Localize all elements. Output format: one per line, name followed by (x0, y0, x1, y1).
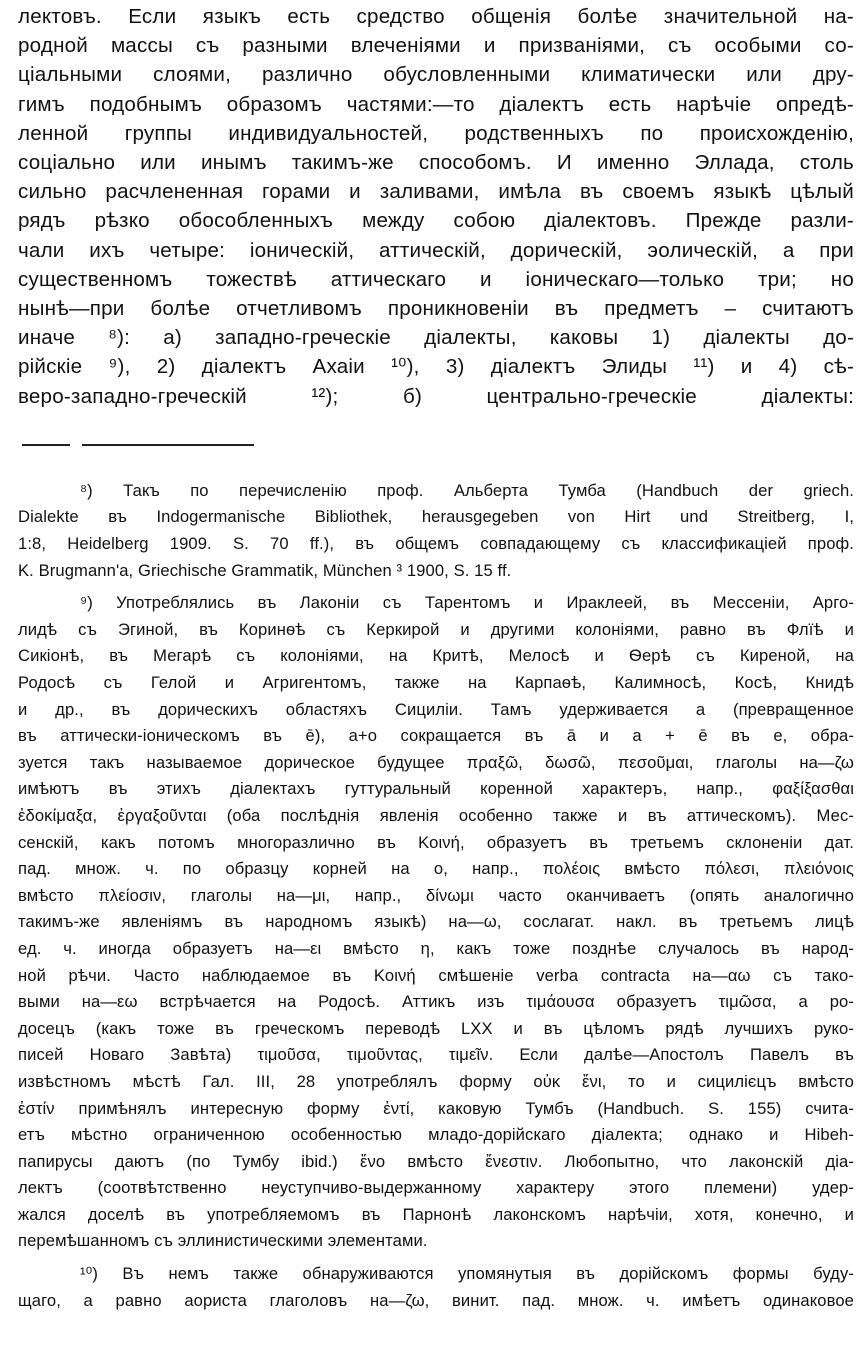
footnote-line: 1:8, Heidelberg 1909. S. 70 ff.), въ общемъ совпадающему съ классификаціей проф. (18, 534, 854, 554)
main-text-line: существенномъ тожествѣ аттическаго и іоническаго—только три; но (18, 267, 854, 291)
main-text-line: соціально или инымъ такимъ-же способомъ. И именно Эллада, столь (18, 151, 854, 175)
main-paragraph (18, 2, 854, 411)
footnote-line: и др., въ дорическихъ областяхъ Сициліи. Тамъ удерживается а (превращенное (18, 699, 854, 719)
main-text-line: рядъ рѣзко обособленныхъ между собою діалектовъ. Прежде разли- (18, 209, 854, 233)
footnote-line: папирусы даютъ (по Тумбу ibid.) ἔνο вмѣсто ἔνεστιν. Любопытно, что лаконскій діа- (18, 1151, 854, 1171)
footnote-line: перемѣшанномъ съ эллинистическими элементами. (18, 1231, 428, 1251)
footnote-line: Родосѣ съ Гелой и Агригентомъ, также на Карпаѳѣ, Калимносѣ, Косѣ, Книдѣ (18, 673, 854, 692)
main-text-line: чали ихъ четыре: іоническій, аттическій, дорическій, эолическій, а при (18, 238, 854, 262)
footnote-line: зуется такъ называемое дорическое будущее πραξῶ, δωσῶ, πεσοῦμαι, глаголы на—ζω (18, 752, 854, 772)
main-text-line: нынѣ—при болѣе отчетливомъ проникновеніи въ предметъ – считаютъ (18, 297, 854, 321)
footnote (18, 590, 854, 1255)
footnote-line: пад. множ. ч. по образцу корней на ο, напр., πολέοις вмѣсто πόλεσι, πλειόνοις (18, 859, 854, 879)
footnote-line: ед. ч. иногда образуетъ на—ει вмѣсто η, какъ тоже позднѣе случалось въ народ- (18, 938, 854, 958)
footnote-line: такимъ-же явленіямъ въ народномъ языкѣ) на—ω, сослагат. накл. въ третьемъ лицѣ (18, 912, 854, 932)
footnote-line: ἐδοκίμαξα, ἐργαξοῦνται (оба послѣднія явленія особенно также и въ аттическомъ). Мес- (18, 805, 854, 825)
main-text-line: иначе ⁸): а) западно-греческіе діалекты, каковы 1) діалекты до- (18, 326, 854, 350)
footnote-line: имѣютъ въ этихъ діалектахъ гуттуральный коренной характеръ, напр., φαξίξασθαι (18, 779, 854, 799)
main-text-line: ціальными слоями, различно обусловленными климатически или дру- (18, 63, 854, 87)
footnote-line: ⁹) Употреблялись въ Лаконіи съ Тарентомъ и Ираклеей, въ Мессеніи, Арго- (80, 593, 854, 613)
footnote-line: K. Brugmann'a, Griechische Grammatik, München ³ 1900, S. 15 ff. (18, 560, 512, 580)
footnote-line: сенскій, какъ потомъ многоразлично въ Κοινή, образуетъ въ третьемъ склоненіи дат. (18, 832, 854, 852)
footnote-line: щаго, а равно аориста глаголовъ на—ζω, винит. пад. множ. ч. имѣетъ одинаковое (18, 1290, 854, 1310)
footnote-line: Dialekte въ Indogermanische Bibliothek, herausgegeben von Hirt und Streitberg, I, (18, 507, 854, 527)
main-text-line: родной массы съ разными влеченіями и призваніями, съ особыми со- (18, 34, 854, 58)
footnote-line: етъ мѣстно ограниченною особенностью младо-дорійскаго діалекта; однако и Hibeh- (18, 1125, 854, 1145)
footnotes-section (18, 478, 854, 1314)
main-text-line: веро-западно-греческій ¹²); б) центрально-греческіе діалекты: (18, 384, 854, 408)
footnote-line: выми на—εω встрѣчается на Родосѣ. Аттикъ изъ τιμάουσα образуетъ τιμῶσα, а ро- (18, 992, 854, 1012)
main-text-line: рійскіе ⁹), 2) діалектъ Ахаіи ¹⁰), 3) діалектъ Элиды ¹¹) и 4) сѣ- (18, 355, 854, 379)
footnote-line: вмѣсто πλείοσιν, глаголы на—μι, напр., δίνωμι часто оканчиваетъ (опять аналогично (18, 885, 854, 905)
footnote-line: ¹⁰) Въ немъ также обнаруживаются упомянутыя въ дорійскомъ формы буду- (80, 1264, 854, 1284)
footnote-line: ⁸) Такъ по перечисленію проф. Альберта Тумба (Handbuch der griech. (80, 480, 854, 500)
main-text-line: лектовъ. Если языкъ есть средство общенія болѣе значительной на- (18, 5, 854, 28)
footnote-line: извѣстномъ мѣстѣ Гал. III, 28 употреблялъ форму οὐκ ἔνι, то и сицилієцъ вмѣсто (18, 1071, 854, 1091)
footnote-line: ἐστίν примѣнялъ интересную форму ἐντί, каковую Тумбъ (Handbuch. S. 155) счита- (18, 1098, 854, 1118)
footnote-line: жался доселѣ въ употребляемомъ въ Парнонѣ лаконскомъ нарѣчіи, хотя, конечно, и (18, 1204, 854, 1224)
footnote-line: въ аттически-іоническомъ въ ē), а+о сокращается въ ā и а + ē въ е, обра- (18, 726, 854, 746)
main-text-line: сильно расчлененная горами и заливами, имѣла въ своемъ языкѣ цѣлый (18, 180, 854, 204)
footnote-line: лидѣ съ Эгиной, въ Коринѳѣ съ Керкирой и другими колоніями, равно въ Флїѣ и (18, 619, 854, 639)
main-text-line: гимъ подобнымъ образомъ частями:—то діалектъ есть нарѣчіе опредѣ- (18, 92, 854, 116)
footnote-line: Сикіонѣ, въ Мегарѣ съ колоніями, на Критѣ, Мелосѣ и Ѳерѣ съ Киреной, на (18, 646, 854, 666)
footnote (18, 1261, 854, 1314)
footnote-line: досецъ (какъ тоже въ греческомъ переводѣ LXX и въ цѣломъ рядѣ лучшихъ руко- (18, 1018, 854, 1038)
footnote-divider (22, 444, 254, 446)
main-text-line: ленной группы индивидуальностей, родственныхъ по происхожденію, (18, 121, 854, 145)
footnote-line: писей Новаго Завѣта) τιμοῦσα, τιμοῦντας, τιμεῖν. Если далѣе—Апостолъ Павелъ въ (18, 1045, 854, 1065)
footnote-line: лектъ (соотвѣтственно неуступчиво-выдержанному характеру этого племени) удер- (18, 1178, 854, 1198)
footnote (18, 478, 854, 584)
footnote-line: ной рѣчи. Часто наблюдаемое въ Κοινή смѣшеніе verba contracta на—αω съ тако- (18, 965, 854, 985)
